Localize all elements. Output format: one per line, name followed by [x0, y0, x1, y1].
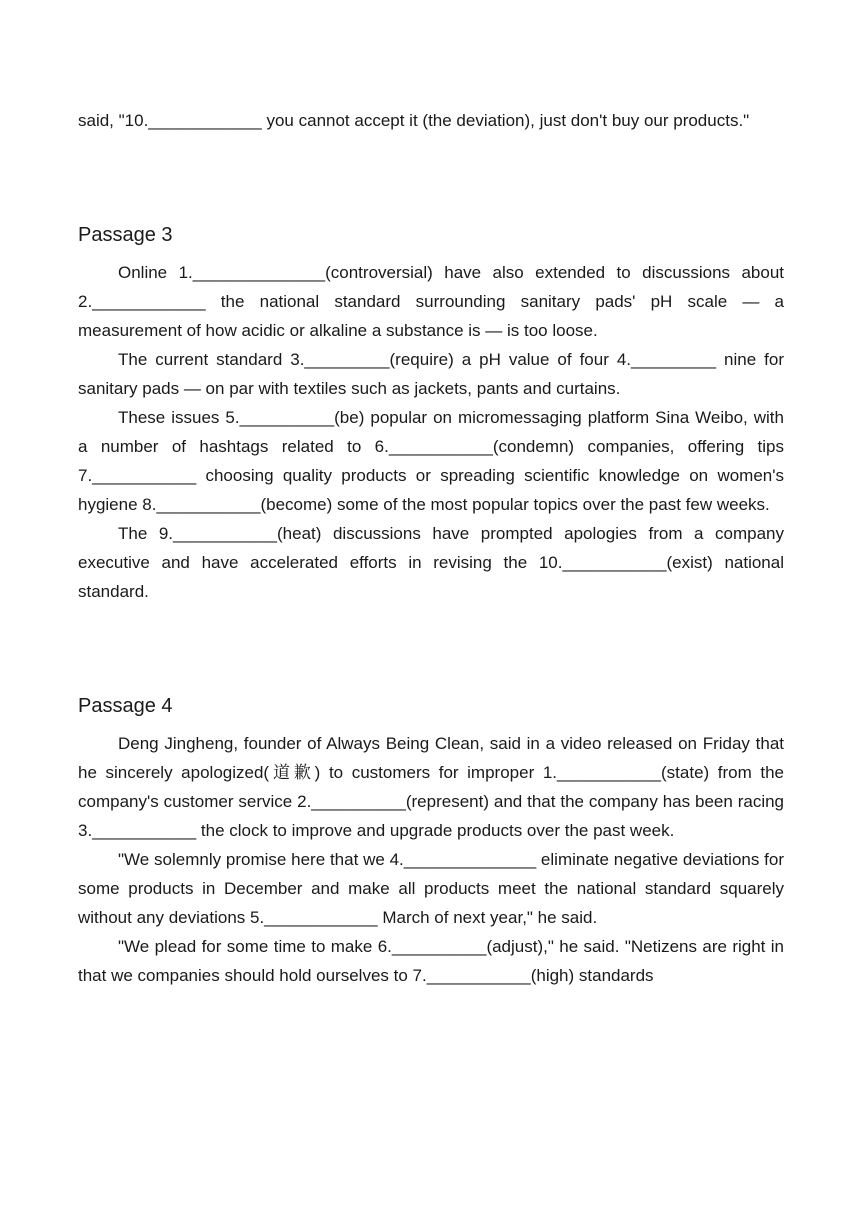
passage-3-paragraph-3: These issues 5.__________(be) popular on micromessaging platform Sina Weibo, with a number of hashtags related to 6.___________(condemn) companies, offering tips 7.___________ choosing quality products or spreading scientific knowledge on women's hygiene 8.___________(become) some of the most popular topics over the past few weeks.	[78, 408, 784, 514]
passage-3-paragraph-2: The current standard 3._________(require) a pH value of four 4._________ nine for sanitary pads — on par with textiles such as jackets, pants and curtains.	[78, 350, 784, 398]
passage-4-paragraph-2: "We solemnly promise here that we 4.______________ eliminate negative deviations for some products in December and make all products meet the national standard squarely without any deviations 5.____________ March of next year," he said.	[78, 850, 784, 927]
passage-3-paragraph-1: Online 1.______________(controversial) have also extended to discussions about 2.____________ the national standard surrounding sanitary pads' pH scale — a measurement of how acidic or alkaline a substance is — is too loose.	[78, 263, 784, 340]
top-fragment-paragraph: said, "10.____________ you cannot accept it (the deviation), just don't buy our products."	[78, 111, 750, 130]
document-page	[78, 106, 784, 990]
passage-4-paragraph-1: Deng Jingheng, founder of Always Being Clean, said in a video released on Friday that he sincerely apologized(道歉) to customers for improper 1.___________(state) from the company's customer service 2.__________(represent) and that the company has been racing 3.___________ the clock to improve and upgrade products over the past week.	[78, 734, 784, 840]
passage-3-heading: Passage 3	[78, 224, 173, 246]
passage-4-paragraph-3: "We plead for some time to make 6.__________(adjust)," he said. "Netizens are right in that we companies should hold ourselves to 7.___________(high) standards	[78, 937, 784, 985]
passage-4-heading: Passage 4	[78, 695, 173, 717]
passage-3-paragraph-4: The 9.___________(heat) discussions have prompted apologies from a company executive and have accelerated efforts in revising the 10.___________(exist) national standard.	[78, 524, 784, 601]
